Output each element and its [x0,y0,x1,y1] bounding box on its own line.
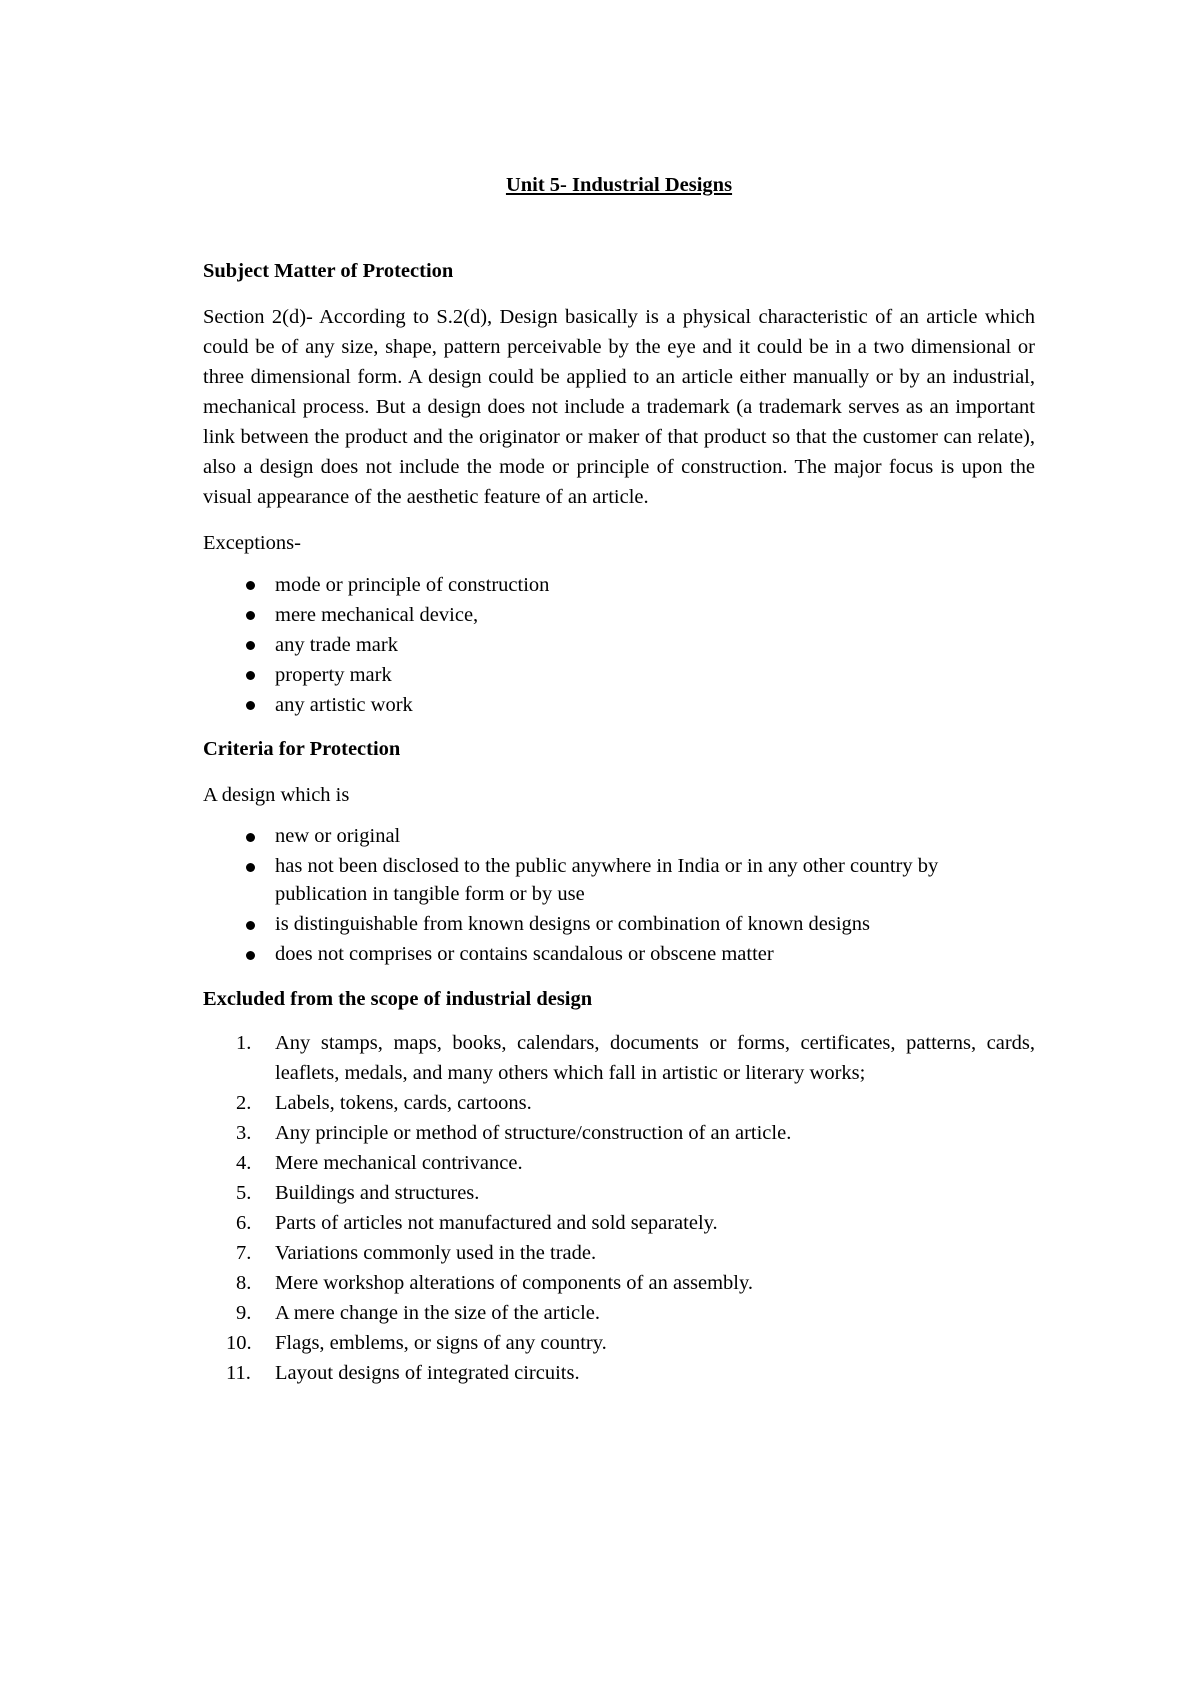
list-item [203,1178,1035,1208]
list-item-text: Mere workshop alterations of components of an assembly. [275,1272,754,1294]
bullet-icon [246,951,255,960]
bullet-icon [246,863,255,872]
list-item [203,690,1035,720]
list-item [203,1148,1035,1178]
list-item [203,1118,1035,1148]
section-heading-criteria: Criteria for Protection [203,738,401,760]
list-item-text: has not been disclosed to the public anywhere in India or in any other country by publication in tangible form or by use [275,855,939,905]
bullet-icon [246,671,255,680]
list-number: 9. [236,1302,252,1324]
list-number: 5. [236,1182,252,1204]
list-item [203,1268,1035,1298]
list-number: 7. [236,1242,252,1264]
list-number: 2. [236,1092,252,1114]
list-item [203,940,1035,970]
list-item-text: Labels, tokens, cards, cartoons. [275,1092,532,1114]
list-number: 3. [236,1122,252,1144]
exceptions-label: Exceptions- [203,532,301,554]
list-item [203,1088,1035,1118]
criteria-list [203,822,1035,970]
list-item-text: A mere change in the size of the article. [275,1302,601,1324]
list-number: 6. [236,1212,252,1234]
list-item-text: Mere mechanical contrivance. [275,1152,523,1174]
bullet-icon [246,701,255,710]
list-item [203,630,1035,660]
list-item-text: mode or principle of construction [275,574,550,596]
list-item [203,1028,1035,1088]
list-number: 4. [236,1152,252,1174]
list-number: 1. [236,1032,252,1054]
list-item [203,822,1035,852]
list-item [203,600,1035,630]
bullet-icon [246,833,255,842]
list-item-text: any trade mark [275,634,398,656]
list-item-text: Parts of articles not manufactured and sold separately. [275,1212,718,1234]
section-2d-paragraph: Section 2(d)- According to S.2(d), Design basically is a physical characteristic of an article which could be of any size, shape, pattern perceivable by the eye and it could be in a two dimensional or three dimensional form. A design could be applied to an article either manually or by an industrial, mechanical process. But a design does not include a trademark (a trademark serves as an important link between the product and the originator or maker of that product so that the customer can relate), also a design does not include the mode or principle of construction. The major focus is upon the visual appearance of the aesthetic feature of an article. [203,306,1035,508]
list-item [203,1238,1035,1268]
list-item-text: new or original [275,825,401,847]
list-item-text: property mark [275,664,392,686]
list-item-text: mere mechanical device, [275,604,479,626]
list-item [203,1328,1035,1358]
list-item [203,660,1035,690]
section-heading-subject-matter: Subject Matter of Protection [203,260,454,282]
list-item-text: does not comprises or contains scandalous or obscene matter [275,943,774,965]
list-item-text: Any principle or method of structure/construction of an article. [275,1122,792,1144]
document-page [203,170,1035,1388]
list-item-text: any artistic work [275,694,413,716]
list-item [203,910,1035,940]
list-item [203,1208,1035,1238]
list-number: 8. [236,1272,252,1294]
bullet-icon [246,921,255,930]
bullet-icon [246,611,255,620]
bullet-icon [246,641,255,650]
list-item-text: Variations commonly used in the trade. [275,1242,597,1264]
list-item-text: Buildings and structures. [275,1182,480,1204]
excluded-list [203,1028,1035,1388]
exceptions-list [203,570,1035,720]
section-heading-excluded: Excluded from the scope of industrial design [203,988,593,1010]
list-item-text: Layout designs of integrated circuits. [275,1362,580,1384]
list-number: 11. [226,1362,251,1384]
criteria-intro: A design which is [203,784,350,806]
list-number: 10. [226,1332,252,1354]
list-item [203,852,1035,910]
list-item [203,1298,1035,1328]
list-item-text: Any stamps, maps, books, calendars, documents or forms, certificates, patterns, cards, leaflets, medals, and many others which fall in artistic or literary works; [275,1032,1035,1084]
bullet-icon [246,581,255,590]
list-item [203,1358,1035,1388]
list-item-text: is distinguishable from known designs or combination of known designs [275,913,871,935]
list-item [203,570,1035,600]
list-item-text: Flags, emblems, or signs of any country. [275,1332,607,1354]
document-title: Unit 5- Industrial Designs [505,174,733,196]
